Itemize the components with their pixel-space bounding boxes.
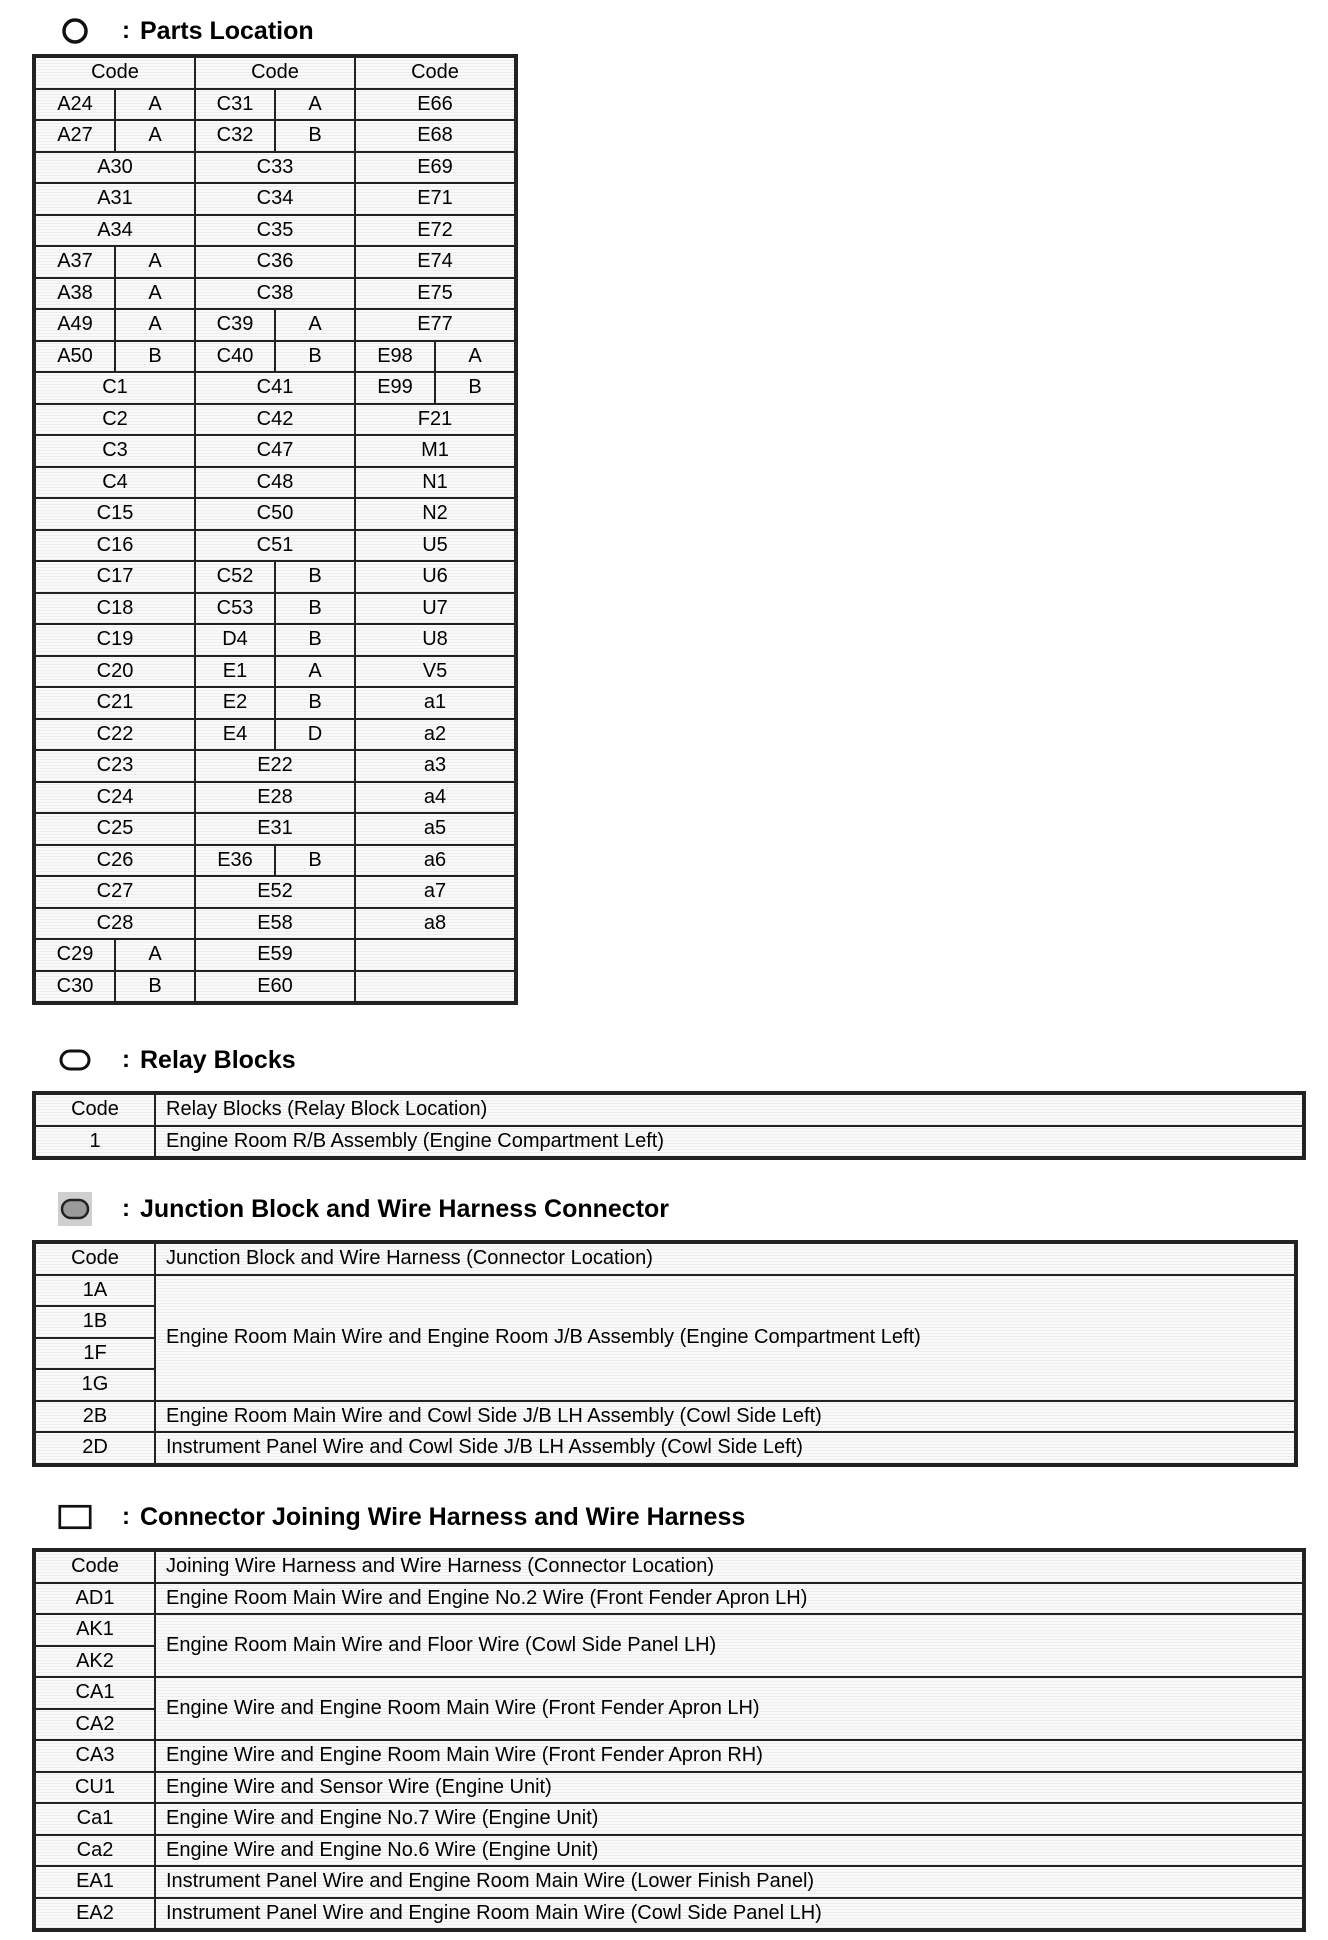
code-cell: Ca1: [35, 1803, 155, 1835]
table-header-row: [35, 1243, 1295, 1275]
code-cell: C23: [35, 750, 195, 782]
variant-cell: D: [275, 719, 355, 751]
code-cell: A34: [35, 215, 195, 247]
table-row: [35, 813, 515, 845]
table-row: [35, 435, 515, 467]
code-column-header: Code: [35, 1094, 155, 1126]
code-cell: 1B: [35, 1306, 155, 1338]
description-cell: Engine Wire and Engine Room Main Wire (Front Fender Apron LH): [155, 1677, 1303, 1740]
heading-colon: :: [122, 17, 130, 44]
parts-location-heading: [58, 14, 314, 48]
section-title: Connector Joining Wire Harness and Wire Harness: [140, 1502, 746, 1531]
code-cell: A27: [35, 120, 115, 152]
variant-cell: B: [115, 341, 195, 373]
code-cell: 2B: [35, 1401, 155, 1433]
connector-joining-heading: [58, 1500, 745, 1534]
code-cell: C35: [195, 215, 355, 247]
description-column-header: Relay Blocks (Relay Block Location): [155, 1094, 1303, 1126]
code-cell: C25: [35, 813, 195, 845]
code-cell: E60: [195, 971, 355, 1003]
section-title: Junction Block and Wire Harness Connector: [140, 1194, 670, 1223]
connector-joining-table: [34, 1550, 1304, 1930]
code-cell: [355, 939, 515, 971]
variant-cell: B: [275, 120, 355, 152]
code-cell: 2D: [35, 1432, 155, 1464]
code-cell: C21: [35, 687, 195, 719]
code-cell: AD1: [35, 1583, 155, 1615]
code-cell: a1: [355, 687, 515, 719]
description-cell: Engine Room Main Wire and Floor Wire (Cowl Side Panel LH): [155, 1614, 1303, 1677]
table-row: [35, 309, 515, 341]
code-cell: C41: [195, 372, 355, 404]
table-row: [35, 750, 515, 782]
description-cell: Engine Room R/B Assembly (Engine Compartment Left): [155, 1126, 1303, 1158]
description-column-header: Joining Wire Harness and Wire Harness (Connector Location): [155, 1551, 1303, 1583]
code-cell: C31: [195, 89, 275, 121]
code-cell: C33: [195, 152, 355, 184]
code-cell: a6: [355, 845, 515, 877]
code-cell: a3: [355, 750, 515, 782]
code-cell: C4: [35, 467, 195, 499]
code-cell: E36: [195, 845, 275, 877]
code-cell: C2: [35, 404, 195, 436]
code-cell: A38: [35, 278, 115, 310]
table-row: [35, 1275, 1295, 1307]
code-cell: a2: [355, 719, 515, 751]
description-cell: Instrument Panel Wire and Cowl Side J/B LH Assembly (Cowl Side Left): [155, 1432, 1295, 1464]
variant-cell: A: [115, 939, 195, 971]
code-cell: E4: [195, 719, 275, 751]
description-cell: Engine Wire and Sensor Wire (Engine Unit): [155, 1772, 1303, 1804]
code-cell: EA2: [35, 1898, 155, 1930]
code-cell: E98: [355, 341, 435, 373]
code-cell: CA2: [35, 1709, 155, 1741]
code-cell: EA1: [35, 1866, 155, 1898]
table-row: [35, 876, 515, 908]
code-cell: C51: [195, 530, 355, 562]
code-cell: C15: [35, 498, 195, 530]
code-cell: E77: [355, 309, 515, 341]
relay-blocks-table: [34, 1093, 1304, 1158]
code-cell: E74: [355, 246, 515, 278]
column-header: Code: [195, 57, 355, 89]
code-cell: Ca2: [35, 1835, 155, 1867]
code-cell: E2: [195, 687, 275, 719]
code-cell: C30: [35, 971, 115, 1003]
table-row: [35, 1583, 1303, 1615]
parts-location-table: [34, 56, 516, 1003]
code-cell: C36: [195, 246, 355, 278]
table-row: [35, 971, 515, 1003]
table-row: [35, 1835, 1303, 1867]
code-cell: C27: [35, 876, 195, 908]
code-cell: C40: [195, 341, 275, 373]
code-column-header: Code: [35, 1243, 155, 1275]
code-cell: E59: [195, 939, 355, 971]
column-header: Code: [355, 57, 515, 89]
code-cell: C47: [195, 435, 355, 467]
code-cell: E22: [195, 750, 355, 782]
table-row: [35, 404, 515, 436]
description-cell: Engine Room Main Wire and Cowl Side J/B LH Assembly (Cowl Side Left): [155, 1401, 1295, 1433]
rectangle-symbol-icon: [58, 1502, 92, 1532]
code-cell: a4: [355, 782, 515, 814]
table-row: [35, 120, 515, 152]
code-cell: C28: [35, 908, 195, 940]
code-cell: 1G: [35, 1369, 155, 1401]
code-cell: M1: [355, 435, 515, 467]
code-cell: C18: [35, 593, 195, 625]
code-cell: A30: [35, 152, 195, 184]
code-cell: CA3: [35, 1740, 155, 1772]
code-cell: U7: [355, 593, 515, 625]
code-cell: 1F: [35, 1338, 155, 1370]
variant-cell: B: [275, 624, 355, 656]
code-cell: D4: [195, 624, 275, 656]
table-row: [35, 372, 515, 404]
code-cell: E31: [195, 813, 355, 845]
code-cell: C1: [35, 372, 195, 404]
code-cell: E66: [355, 89, 515, 121]
code-cell: C50: [195, 498, 355, 530]
section-title: Parts Location: [140, 16, 314, 45]
variant-cell: B: [435, 372, 515, 404]
variant-cell: A: [115, 278, 195, 310]
section-title: Relay Blocks: [140, 1045, 296, 1074]
variant-cell: B: [275, 341, 355, 373]
code-column-header: Code: [35, 1551, 155, 1583]
heading-colon: :: [122, 1046, 130, 1073]
code-cell: 1A: [35, 1275, 155, 1307]
variant-cell: A: [275, 309, 355, 341]
table-row: [35, 782, 515, 814]
code-cell: C22: [35, 719, 195, 751]
code-cell: C34: [195, 183, 355, 215]
code-cell: A31: [35, 183, 195, 215]
table-row: [35, 89, 515, 121]
description-cell: Engine Wire and Engine No.6 Wire (Engine Unit): [155, 1835, 1303, 1867]
table-header-row: [35, 1094, 1303, 1126]
code-cell: E72: [355, 215, 515, 247]
code-cell: C17: [35, 561, 195, 593]
code-cell: U6: [355, 561, 515, 593]
table-row: [35, 1432, 1295, 1464]
description-cell: Engine Wire and Engine Room Main Wire (Front Fender Apron RH): [155, 1740, 1303, 1772]
table-header-row: [35, 57, 515, 89]
table-row: [35, 152, 515, 184]
code-cell: N2: [355, 498, 515, 530]
heading-colon: :: [122, 1503, 130, 1530]
code-cell: E58: [195, 908, 355, 940]
code-cell: CU1: [35, 1772, 155, 1804]
code-cell: C29: [35, 939, 115, 971]
rounded-rectangle-symbol-icon: [58, 1045, 92, 1075]
code-cell: E69: [355, 152, 515, 184]
variant-cell: B: [275, 845, 355, 877]
table-row: [35, 1677, 1303, 1709]
table-row: [35, 593, 515, 625]
table-row: [35, 939, 515, 971]
table-row: [35, 341, 515, 373]
code-cell: E75: [355, 278, 515, 310]
variant-cell: A: [115, 89, 195, 121]
table-row: [35, 1772, 1303, 1804]
table-row: [35, 215, 515, 247]
description-cell: Engine Room Main Wire and Engine No.2 Wire (Front Fender Apron LH): [155, 1583, 1303, 1615]
code-cell: A49: [35, 309, 115, 341]
table-row: [35, 1614, 1303, 1646]
code-cell: 1: [35, 1126, 155, 1158]
table-row: [35, 908, 515, 940]
table-row: [35, 467, 515, 499]
table-row: [35, 1866, 1303, 1898]
code-cell: AK1: [35, 1614, 155, 1646]
code-cell: A50: [35, 341, 115, 373]
code-cell: a7: [355, 876, 515, 908]
table-row: [35, 1898, 1303, 1930]
table-row: [35, 1401, 1295, 1433]
code-cell: C26: [35, 845, 195, 877]
variant-cell: A: [275, 89, 355, 121]
table-row: [35, 183, 515, 215]
variant-cell: B: [275, 687, 355, 719]
code-cell: E52: [195, 876, 355, 908]
code-cell: [355, 971, 515, 1003]
variant-cell: A: [435, 341, 515, 373]
code-cell: E28: [195, 782, 355, 814]
code-cell: A24: [35, 89, 115, 121]
code-cell: E68: [355, 120, 515, 152]
code-cell: E1: [195, 656, 275, 688]
table-row: [35, 1803, 1303, 1835]
heading-colon: :: [122, 1195, 130, 1222]
code-cell: a8: [355, 908, 515, 940]
variant-cell: A: [115, 246, 195, 278]
code-cell: C16: [35, 530, 195, 562]
table-row: [35, 498, 515, 530]
description-column-header: Junction Block and Wire Harness (Connector Location): [155, 1243, 1295, 1275]
table-row: [35, 845, 515, 877]
junction-block-table: [34, 1242, 1296, 1465]
description-cell: Instrument Panel Wire and Engine Room Main Wire (Cowl Side Panel LH): [155, 1898, 1303, 1930]
variant-cell: A: [115, 120, 195, 152]
code-cell: A37: [35, 246, 115, 278]
table-row: [35, 278, 515, 310]
variant-cell: B: [275, 561, 355, 593]
table-header-row: [35, 1551, 1303, 1583]
table-row: [35, 624, 515, 656]
table-row: [35, 719, 515, 751]
code-cell: C20: [35, 656, 195, 688]
code-cell: C52: [195, 561, 275, 593]
code-cell: C24: [35, 782, 195, 814]
code-cell: C42: [195, 404, 355, 436]
circle-symbol-icon: [58, 16, 92, 46]
shaded-rounded-rectangle-symbol-icon: [58, 1194, 92, 1224]
variant-cell: B: [115, 971, 195, 1003]
junction-block-heading: [58, 1192, 669, 1226]
description-cell: Engine Room Main Wire and Engine Room J/B Assembly (Engine Compartment Left): [155, 1275, 1295, 1401]
code-cell: C53: [195, 593, 275, 625]
variant-cell: A: [115, 309, 195, 341]
variant-cell: A: [275, 656, 355, 688]
code-cell: C32: [195, 120, 275, 152]
code-cell: E99: [355, 372, 435, 404]
code-cell: U8: [355, 624, 515, 656]
table-row: [35, 656, 515, 688]
table-row: [35, 1126, 1303, 1158]
code-cell: N1: [355, 467, 515, 499]
code-cell: C38: [195, 278, 355, 310]
table-row: [35, 1740, 1303, 1772]
code-cell: C39: [195, 309, 275, 341]
table-row: [35, 530, 515, 562]
code-cell: a5: [355, 813, 515, 845]
table-row: [35, 246, 515, 278]
code-cell: C19: [35, 624, 195, 656]
code-cell: U5: [355, 530, 515, 562]
code-cell: C48: [195, 467, 355, 499]
code-cell: AK2: [35, 1646, 155, 1678]
code-cell: CA1: [35, 1677, 155, 1709]
code-cell: E71: [355, 183, 515, 215]
table-row: [35, 561, 515, 593]
variant-cell: B: [275, 593, 355, 625]
table-row: [35, 687, 515, 719]
code-cell: V5: [355, 656, 515, 688]
description-cell: Instrument Panel Wire and Engine Room Main Wire (Lower Finish Panel): [155, 1866, 1303, 1898]
code-cell: F21: [355, 404, 515, 436]
code-cell: C3: [35, 435, 195, 467]
relay-blocks-heading: [58, 1043, 296, 1077]
column-header: Code: [35, 57, 195, 89]
description-cell: Engine Wire and Engine No.7 Wire (Engine Unit): [155, 1803, 1303, 1835]
